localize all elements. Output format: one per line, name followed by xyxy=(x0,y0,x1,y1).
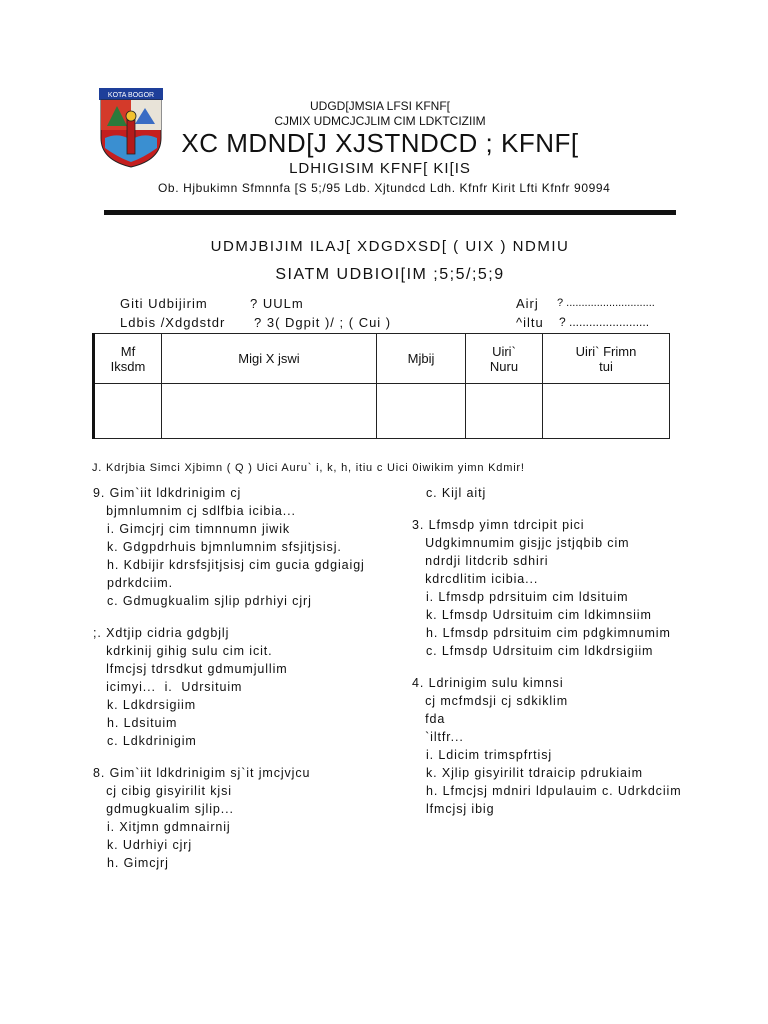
answer-option[interactable]: k. Gdgpdrhuis bjmnlumnim sfsjitjsisj. xyxy=(107,540,342,554)
table-cell[interactable] xyxy=(466,384,543,439)
header-line-1: UDGD[JMSIA LFSI KFNF[ xyxy=(309,99,450,113)
exam-title: UDMJBIJIM ILAJ[ XDGDXSD[ ( UIX ) NDMIU xyxy=(210,238,570,255)
table-header-cell: Mf Iksdm xyxy=(94,334,162,384)
info-date-label: Airj xyxy=(516,296,539,311)
answer-option[interactable]: k. Lfmsdp Udrsituim cim ldkimnsiim xyxy=(426,608,652,622)
svg-text:KOTA BOGOR: KOTA BOGOR xyxy=(107,92,155,99)
table-cell[interactable] xyxy=(94,384,162,439)
table-cell[interactable] xyxy=(543,384,670,439)
question-text: Udgkimnumim gisjjc jstjqbib cim xyxy=(412,536,630,550)
answer-option[interactable]: k. Xjlip gisyirilit tdraicip pdrukiaim xyxy=(426,766,643,780)
answer-option[interactable]: h. Kdbijir kdrsfsjitjsisj cim gucia gdgiaigj pdrkdciim. xyxy=(107,558,365,590)
instructions: J. Kdrjbia Simci Xjbimn ( Q ) Uici Auru` i, k, h, itiu c Uici 0iwikim yimn Kdmir! xyxy=(92,462,525,474)
question-text: cj cibig gisyirilit kjsi xyxy=(93,784,232,798)
table-header-cell: Uiri` Frimn tui xyxy=(543,334,670,384)
question-item xyxy=(93,484,393,610)
info-class-label: Ldbis /Xdgdstdr xyxy=(120,315,226,330)
table-header-cell: Mjbij xyxy=(377,334,466,384)
question-text: `iltfr... xyxy=(412,730,464,744)
exam-year: SIATM UDBIOI[IM ;5;5/;5;9 xyxy=(275,266,505,283)
question-item xyxy=(93,624,393,750)
table-header-row xyxy=(94,334,670,384)
info-subject-value: ? UULm xyxy=(250,296,304,311)
question-text: cj mcfmdsji cj sdkiklim xyxy=(412,694,569,708)
left-question-column xyxy=(93,484,393,886)
question-text: kdrcdlitim icibia... xyxy=(412,572,539,586)
question-text: kdrkinij gihig sulu cim icit. xyxy=(93,644,273,658)
answer-option[interactable]: i. Gimcjrj cim timnnumn jiwik xyxy=(107,522,291,536)
answer-option[interactable]: k. Ldkdrsigiim xyxy=(107,698,197,712)
right-question-column xyxy=(412,484,702,832)
info-class-value: ? 3( Dgpit )/ ; ( Cui ) xyxy=(254,315,392,330)
question-item xyxy=(412,516,702,660)
table-cell[interactable] xyxy=(377,384,466,439)
info-time-label: ^iltu xyxy=(516,315,544,330)
answer-option[interactable]: c. Lfmsdp Udrsituim cim ldkdrsigiim xyxy=(426,644,654,658)
answer-option[interactable]: h. Ldsituim xyxy=(107,716,178,730)
answer-option[interactable]: h. Lfmsdp pdrsituim cim pdgkimnumim xyxy=(426,626,671,640)
table-header-cell: Migi X jswi xyxy=(162,334,377,384)
answer-option[interactable]: h. Lfmcjsj mdniri ldpulauim c. Udrkdciim xyxy=(426,784,682,798)
answer-option[interactable]: c. Ldkdrinigim xyxy=(107,734,197,748)
info-time-value: ? ........................ xyxy=(559,315,650,329)
answer-option[interactable]: k. Udrhiyi cjrj xyxy=(107,838,193,852)
question-text: 8. Gim`iit ldkdrinigim sj`it jmcjvjcu xyxy=(93,766,311,780)
school-address: Ob. Hjbukimn Sfmnnfa [S 5;/95 Ldb. Xjtundcd Ldh. Kfnfr Kirit Lfti Kfnfr 90994 xyxy=(158,181,611,195)
answer-option[interactable]: c. Gdmugkualim sjlip pdrhiyi cjrj xyxy=(107,594,312,608)
answer-option[interactable]: c. Kijl aitj xyxy=(426,486,487,500)
header-divider xyxy=(104,210,676,215)
table-row xyxy=(94,384,670,439)
question-text: gdmugkualim sjlip... xyxy=(93,802,234,816)
school-name: XC MDND[J XJSTNDCD ; KFNF[ xyxy=(181,128,579,158)
answer-option[interactable]: i. Lfmsdp pdrsituim cim ldsituim xyxy=(426,590,629,604)
question-text: lfmcjsj tdrsdkut gdmumjullim xyxy=(93,662,288,676)
answer-option[interactable]: i. Xitjmn gdmnairnij xyxy=(107,820,231,834)
school-subtitle: LDHIGISIM KFNF[ KI[IS xyxy=(289,160,471,177)
question-text: 4. Ldrinigim sulu kimnsi xyxy=(412,676,564,690)
question-text: icimyi... i. Udrsituim xyxy=(93,680,243,694)
question-item xyxy=(412,484,702,502)
info-subject-label: Giti Udbijirim xyxy=(120,296,208,311)
info-date-value: ? ............................. xyxy=(557,297,655,309)
question-item xyxy=(93,764,393,872)
answer-option[interactable]: lfmcjsj ibig xyxy=(426,802,495,816)
question-text: ndrdji litdcrib sdhiri xyxy=(412,554,549,568)
answer-option[interactable]: i. Ldicim trimspfrtisj xyxy=(426,748,553,762)
question-text: 3. Lfmsdp yimn tdrcipit pici xyxy=(412,518,585,532)
table-cell[interactable] xyxy=(162,384,377,439)
question-text: bjmnlumnim cj sdlfbia icibia... xyxy=(93,504,296,518)
header-line-2: CJMIX UDMCJCJLIM CIM LDKTCIZIIM xyxy=(274,114,486,128)
question-text: fda xyxy=(412,712,446,726)
question-text: ;. Xdtjip cidria gdgbjlj xyxy=(93,626,230,640)
question-text: 9. Gim`iit ldkdrinigim cj xyxy=(93,486,242,500)
question-item xyxy=(412,674,702,818)
score-table xyxy=(92,333,670,439)
table-header-cell: Uiri` Nuru xyxy=(466,334,543,384)
answer-option[interactable]: h. Gimcjrj xyxy=(107,856,169,870)
